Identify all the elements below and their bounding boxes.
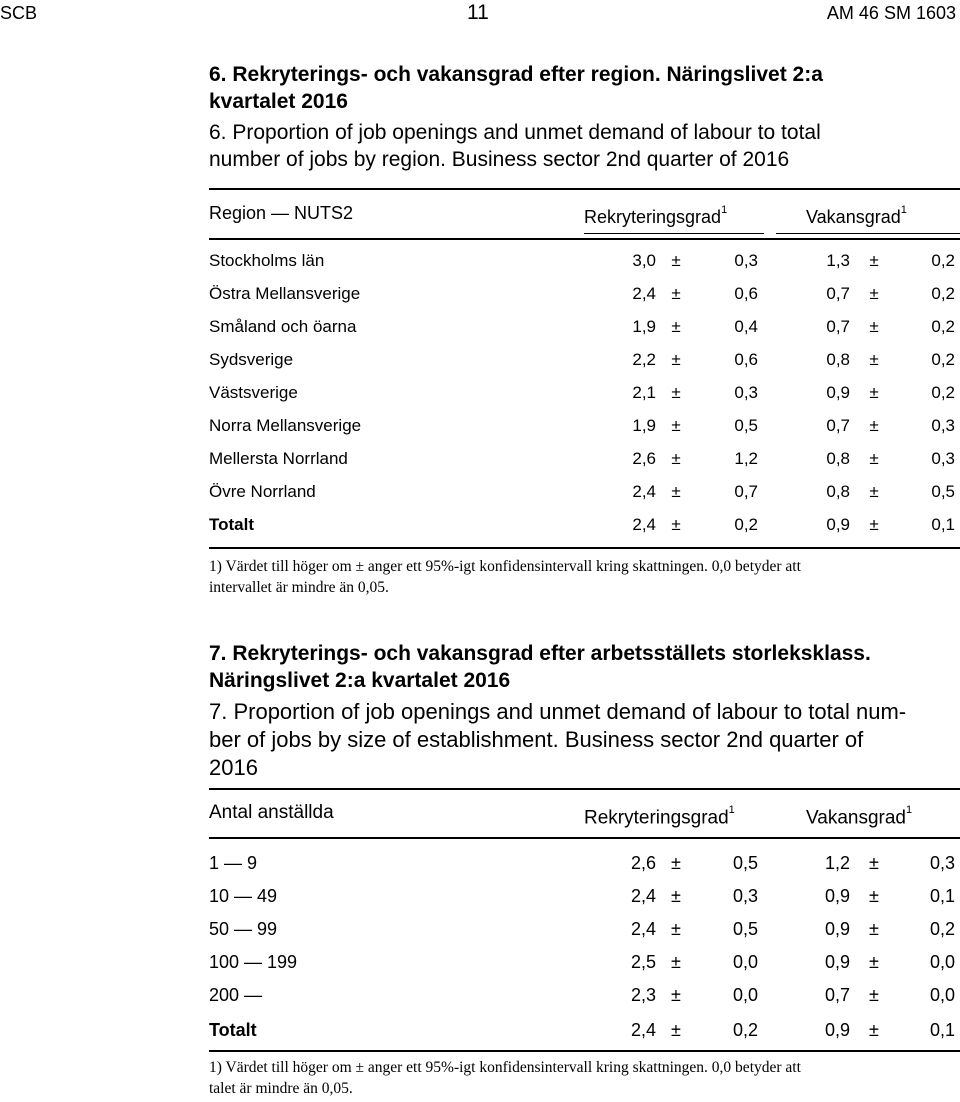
- vak-ci-value: 0,2: [931, 383, 955, 402]
- rek-plusminus: ±: [671, 853, 681, 873]
- rek-value: 2,4: [632, 482, 656, 501]
- rek-value: 2,4: [632, 515, 656, 534]
- table7-footnote-line1: 1) Värdet till höger om ± anger ett 95%-igt konfidensintervall kring skattningen. 0,0 betyder att: [209, 1059, 801, 1076]
- row-label: Östra Mellansverige: [209, 284, 361, 303]
- table7-header-rule: [209, 837, 960, 839]
- table6-top-rule: [209, 188, 960, 190]
- table6-rek-underline: [584, 233, 764, 234]
- table6-footnote: [209, 556, 949, 598]
- table6-bottom-rule: [209, 547, 960, 549]
- row-label: Totalt: [209, 515, 255, 534]
- table6-footnote-line1: 1) Värdet till höger om ± anger ett 95%-igt konfidensintervall kring skattningen. 0,0 betyder att: [209, 558, 801, 575]
- page-number: 11: [467, 1, 489, 24]
- vak-value: 0,7: [826, 284, 850, 303]
- rek-value: 2,3: [630, 985, 656, 1005]
- table7-title-block: [209, 640, 949, 782]
- vak-value: 0,8: [826, 482, 850, 501]
- table7-col-vak-footnote: 1: [906, 804, 913, 816]
- row-label: Västsverige: [209, 383, 298, 402]
- table7-top-rule: [209, 788, 960, 790]
- table6-col-rek-label: Rekryteringsgrad: [584, 207, 722, 227]
- vak-plusminus: ±: [869, 416, 879, 435]
- table6-col-region: Region — NUTS2: [209, 203, 354, 223]
- rek-value: 2,4: [630, 919, 656, 939]
- table6-title-en-line2: number of jobs by region. Business sector 2nd quarter of 2016: [209, 148, 790, 171]
- rek-plusminus: ±: [671, 449, 681, 468]
- rek-value: 2,6: [632, 449, 656, 468]
- table6-row: [209, 315, 960, 339]
- vak-plusminus: ±: [869, 853, 879, 873]
- header-right: AM 46 SM 1603: [826, 3, 956, 23]
- rek-value: 2,4: [632, 284, 656, 303]
- vak-plusminus: ±: [869, 886, 879, 906]
- table7-col-rekryteringsgrad: [584, 802, 735, 829]
- rek-plusminus: ±: [671, 350, 681, 369]
- table6-title-sv: [209, 61, 949, 115]
- row-label: Mellersta Norrland: [209, 449, 348, 468]
- vak-ci-value: 0,2: [931, 317, 955, 336]
- vak-ci-value: 0,0: [929, 952, 955, 972]
- table6-row: [209, 348, 960, 372]
- table7-footnote-line2: talet är mindre än 0,05.: [209, 1080, 353, 1097]
- table7-footnote: [209, 1057, 949, 1099]
- rek-plusminus: ±: [671, 952, 681, 972]
- vak-ci-value: 0,1: [931, 515, 955, 534]
- table7-col-vak-label: Vakansgrad: [806, 807, 906, 829]
- rek-plusminus: ±: [671, 482, 681, 501]
- vak-plusminus: ±: [869, 317, 879, 336]
- table6-row: [209, 249, 960, 273]
- vak-plusminus: ±: [869, 284, 879, 303]
- vak-value: 0,8: [826, 449, 850, 468]
- row-label: Stockholms län: [209, 251, 325, 270]
- row-label: 100 — 199: [209, 952, 298, 972]
- table7-title-sv-line2: Näringslivet 2:a kvartalet 2016: [209, 669, 511, 692]
- rek-ci-value: 0,5: [732, 853, 758, 873]
- vak-ci-value: 0,3: [931, 416, 955, 435]
- rek-ci-value: 0,4: [734, 317, 758, 336]
- rek-plusminus: ±: [671, 919, 681, 939]
- table7-title-sv-line1: 7. Rekryterings- och vakansgrad efter arbetsställets storleksklass.: [209, 642, 871, 665]
- row-label: 10 — 49: [209, 886, 278, 906]
- table7-total-row: [209, 1018, 960, 1042]
- row-label: 50 — 99: [209, 919, 278, 939]
- table6-title-en-line1: 6. Proportion of job openings and unmet demand of labour to total: [209, 121, 821, 144]
- row-label: Övre Norrland: [209, 482, 316, 501]
- row-label: Norra Mellansverige: [209, 416, 362, 435]
- vak-plusminus: ±: [869, 952, 879, 972]
- vak-ci-value: 0,3: [931, 449, 955, 468]
- vak-value: 0,9: [826, 383, 850, 402]
- rek-ci-value: 0,3: [734, 383, 758, 402]
- rek-value: 3,0: [632, 251, 656, 270]
- table7-row: [209, 983, 960, 1007]
- vak-value: 0,9: [824, 1020, 850, 1040]
- table7-title-en: [209, 698, 949, 782]
- table6-title-en: [209, 119, 949, 173]
- table6-header-rule: [209, 238, 960, 240]
- vak-value: 1,2: [824, 853, 850, 873]
- table7-row: [209, 917, 960, 941]
- vak-ci-value: 0,1: [929, 1020, 955, 1040]
- vak-ci-value: 0,1: [929, 886, 955, 906]
- table6-col-rek-footnote: 1: [721, 204, 728, 216]
- table6-col-vakansgrad: [806, 202, 907, 228]
- table6-col-vak-label: Vakansgrad: [806, 207, 901, 227]
- table6-vak-underline: [776, 233, 960, 234]
- table6-row: [209, 381, 960, 405]
- rek-plusminus: ±: [671, 251, 681, 270]
- table7-bottom-rule: [209, 1050, 960, 1052]
- rek-plusminus: ±: [671, 1020, 681, 1040]
- table7-col-rek-label: Rekryteringsgrad: [584, 807, 729, 829]
- table6-title-sv-line1: 6. Rekryterings- och vakansgrad efter region. Näringslivet 2:a: [209, 63, 823, 86]
- rek-ci-value: 0,3: [734, 251, 758, 270]
- rek-ci-value: 0,2: [732, 1020, 758, 1040]
- table7-col-vakansgrad: [806, 802, 912, 829]
- rek-plusminus: ±: [671, 317, 681, 336]
- vak-ci-value: 0,2: [929, 919, 955, 939]
- table6-row: [209, 414, 960, 438]
- vak-ci-value: 0,2: [931, 284, 955, 303]
- table7-col-antal: Antal anställda: [209, 802, 334, 823]
- vak-plusminus: ±: [869, 515, 879, 534]
- rek-plusminus: ±: [671, 284, 681, 303]
- table7-title-en-line2: ber of jobs by size of establishment. Business sector 2nd quarter of: [209, 727, 864, 752]
- rek-value: 2,1: [632, 383, 656, 402]
- vak-ci-value: 0,2: [931, 350, 955, 369]
- rek-ci-value: 0,6: [734, 284, 758, 303]
- table6-col-vak-footnote: 1: [900, 204, 907, 216]
- rek-ci-value: 0,3: [732, 886, 758, 906]
- vak-value: 0,9: [826, 515, 850, 534]
- vak-value: 0,9: [824, 886, 850, 906]
- table6-row: [209, 282, 960, 306]
- rek-value: 2,2: [632, 350, 656, 369]
- vak-plusminus: ±: [869, 383, 879, 402]
- row-label: Totalt: [209, 1020, 257, 1040]
- vak-value: 0,9: [824, 952, 850, 972]
- rek-ci-value: 0,7: [734, 482, 758, 501]
- vak-plusminus: ±: [869, 985, 879, 1005]
- vak-value: 0,9: [824, 919, 850, 939]
- vak-plusminus: ±: [869, 449, 879, 468]
- vak-plusminus: ±: [869, 482, 879, 501]
- vak-value: 1,3: [826, 251, 850, 270]
- rek-ci-value: 0,5: [734, 416, 758, 435]
- table7-row: [209, 950, 960, 974]
- table6-col-rekryteringsgrad: [584, 202, 727, 228]
- rek-plusminus: ±: [671, 416, 681, 435]
- rek-value: 2,5: [630, 952, 656, 972]
- vak-value: 0,7: [826, 317, 850, 336]
- vak-ci-value: 0,3: [929, 853, 955, 873]
- table6-total-row: [209, 513, 960, 537]
- rek-ci-value: 0,0: [732, 985, 758, 1005]
- rek-ci-value: 0,2: [734, 515, 758, 534]
- table6-title-block: [209, 61, 949, 173]
- rek-ci-value: 0,5: [732, 919, 758, 939]
- vak-plusminus: ±: [869, 251, 879, 270]
- table7-row: [209, 884, 960, 908]
- rek-ci-value: 0,6: [734, 350, 758, 369]
- table7-title-en-line3: 2016: [209, 755, 258, 780]
- table7-row: [209, 851, 960, 875]
- rek-plusminus: ±: [671, 383, 681, 402]
- rek-ci-value: 0,0: [732, 952, 758, 972]
- vak-ci-value: 0,5: [931, 482, 955, 501]
- rek-plusminus: ±: [671, 515, 681, 534]
- row-label: 1 — 9: [209, 853, 258, 873]
- vak-ci-value: 0,0: [929, 985, 955, 1005]
- table6-footnote-line2: intervallet är mindre än 0,05.: [209, 579, 389, 596]
- rek-value: 2,6: [630, 853, 656, 873]
- table6-title-sv-line2: kvartalet 2016: [209, 90, 348, 113]
- rek-plusminus: ±: [671, 985, 681, 1005]
- row-label: Sydsverige: [209, 350, 294, 369]
- vak-value: 0,8: [826, 350, 850, 369]
- rek-value: 2,4: [630, 1020, 656, 1040]
- rek-plusminus: ±: [671, 886, 681, 906]
- table7-title-en-line1: 7. Proportion of job openings and unmet demand of labour to total num-: [209, 699, 907, 724]
- row-label: Småland och öarna: [209, 317, 357, 336]
- rek-ci-value: 1,2: [734, 449, 758, 468]
- vak-plusminus: ±: [869, 1020, 879, 1040]
- row-label: 200 —: [209, 985, 263, 1005]
- rek-value: 1,9: [632, 317, 656, 336]
- vak-value: 0,7: [826, 416, 850, 435]
- vak-plusminus: ±: [869, 350, 879, 369]
- table7-title-sv: [209, 640, 949, 694]
- header-left: SCB: [0, 3, 38, 23]
- vak-value: 0,7: [824, 985, 850, 1005]
- rek-value: 1,9: [632, 416, 656, 435]
- vak-ci-value: 0,2: [931, 251, 955, 270]
- table6-row: [209, 480, 960, 504]
- vak-plusminus: ±: [869, 919, 879, 939]
- table7-col-rek-footnote: 1: [728, 804, 735, 816]
- rek-value: 2,4: [630, 886, 656, 906]
- table6-row: [209, 447, 960, 471]
